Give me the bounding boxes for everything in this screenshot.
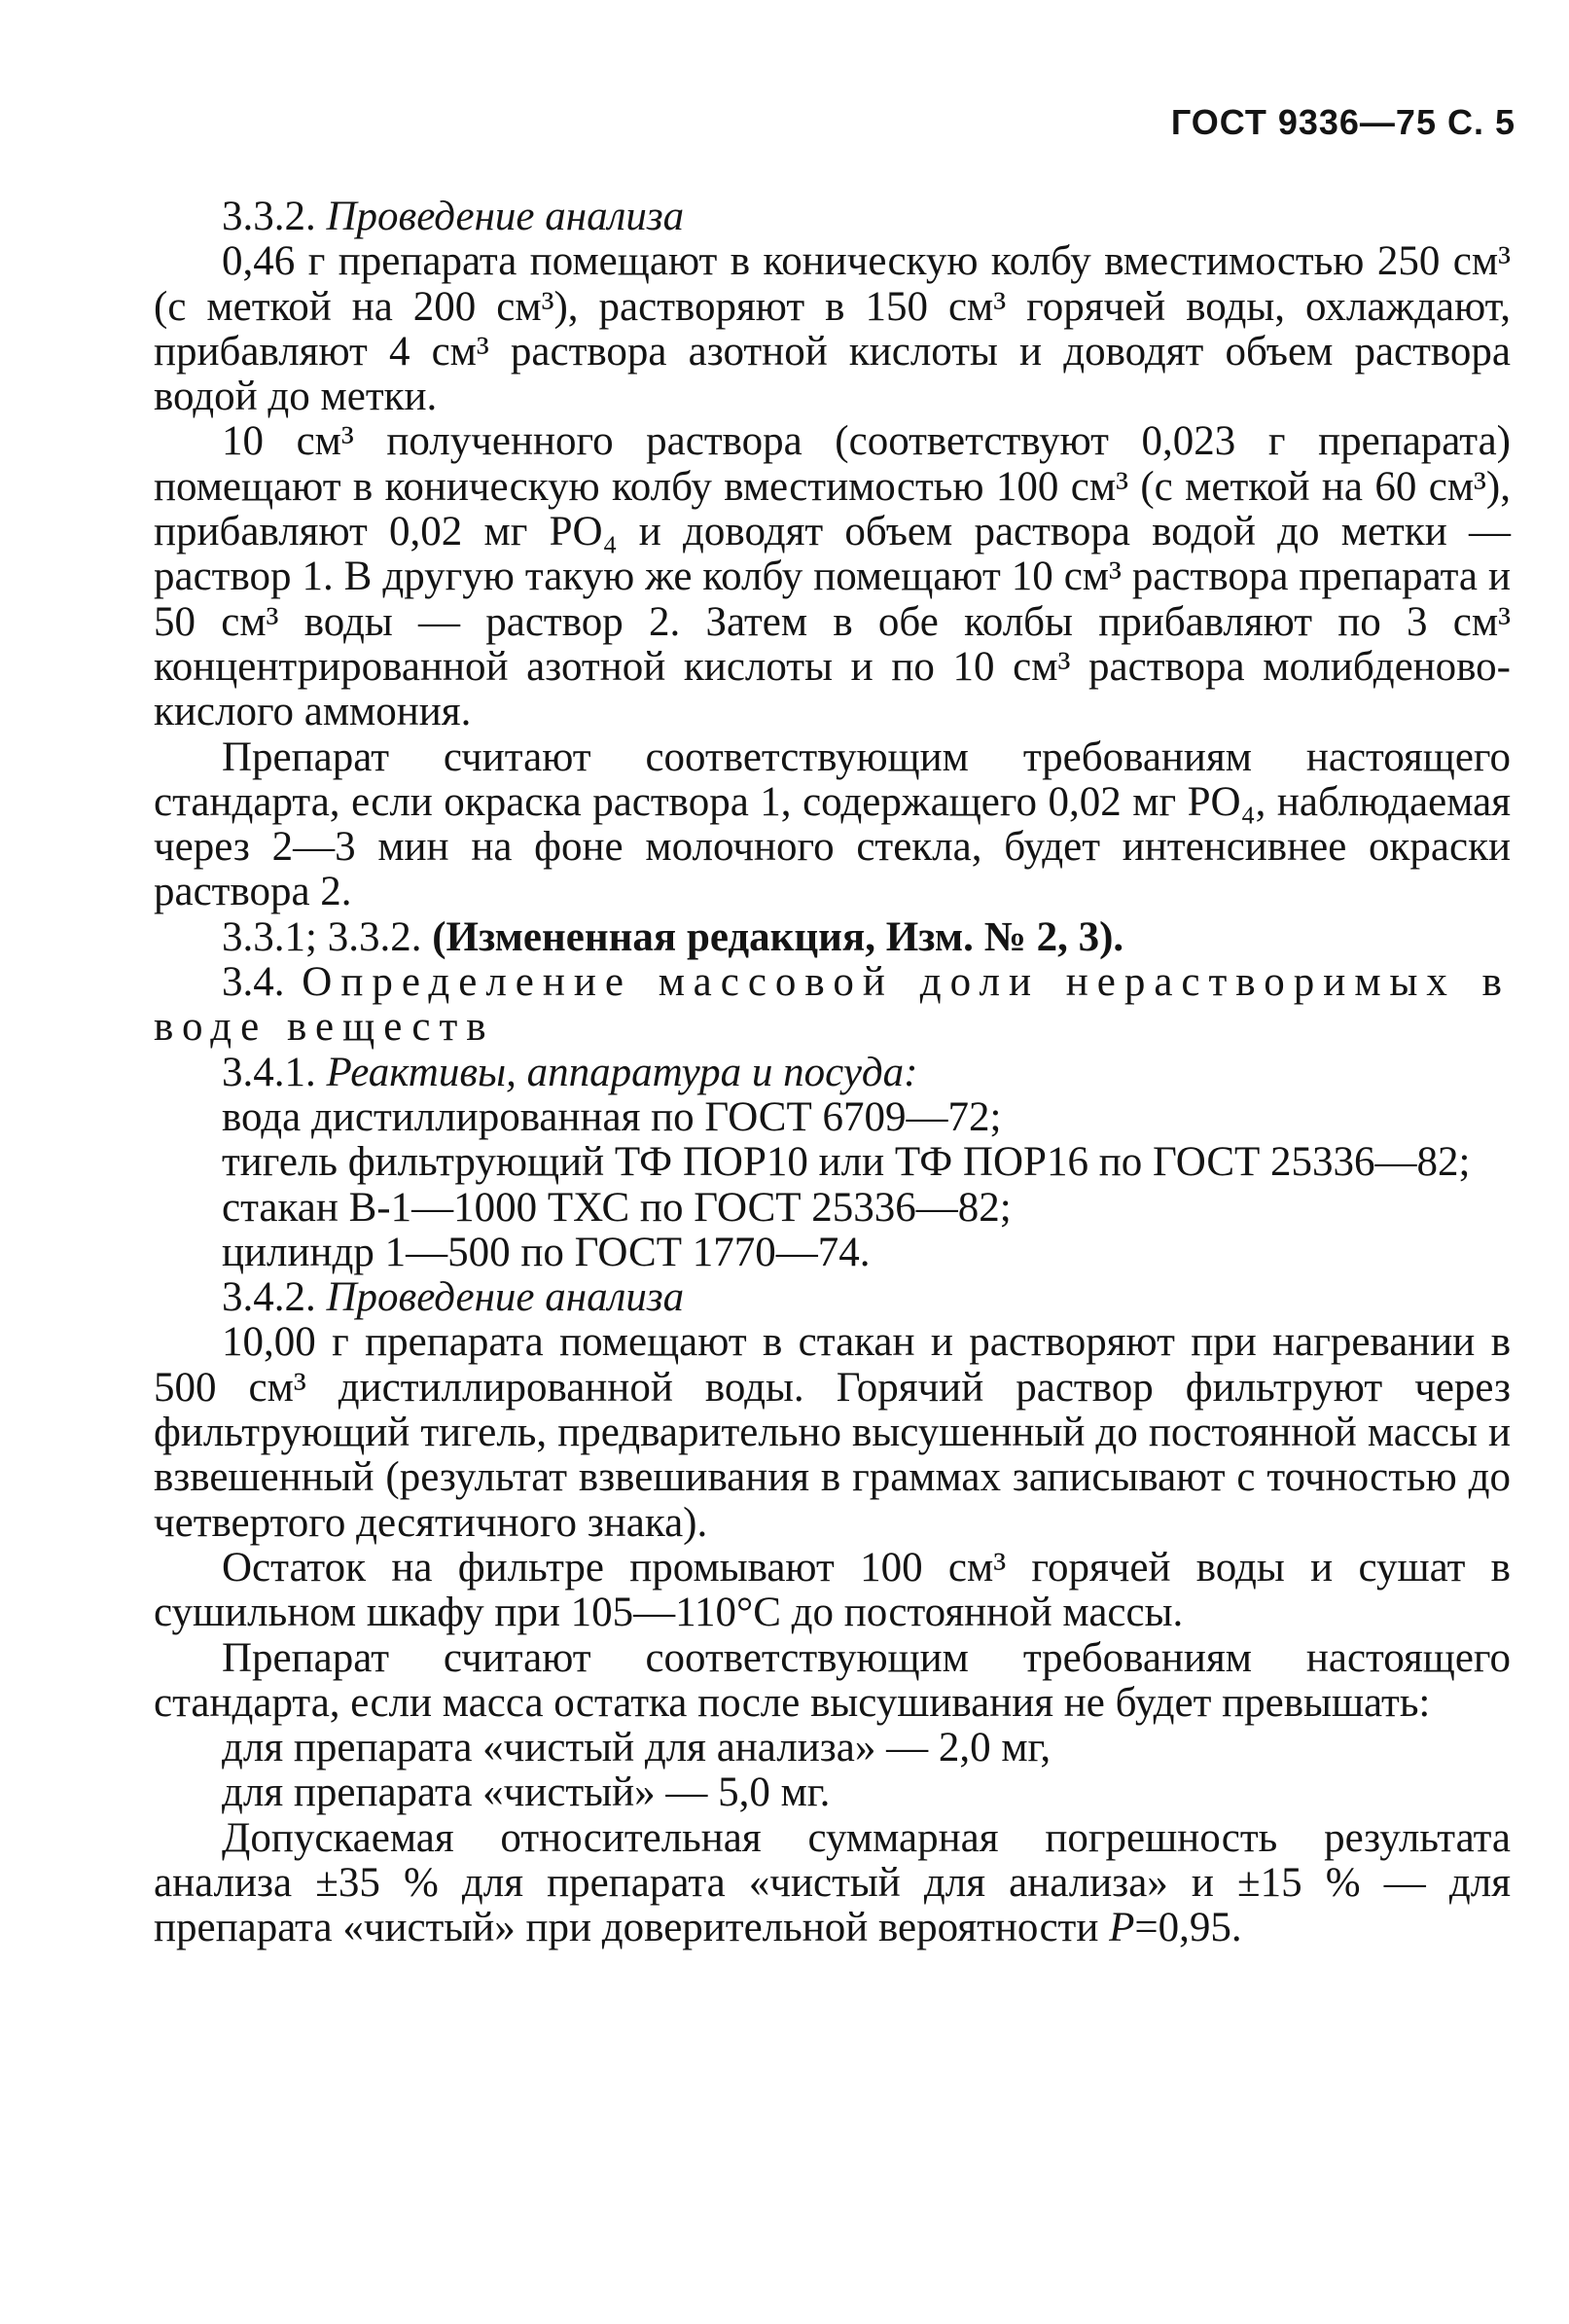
section-3-4-heading: [154, 960, 1511, 1051]
paragraph: 10 см³ полученного раствора (соответствуют 0,023 г препарата) помещают в коническую колбу вместимостью 100 см³ (с меткой на 60 см³), прибавляют 0,02 мг PO₄ и доводят объем раствора водой до метки — раствор 1. В другую такую же колбу помещают 10 см³ раствора препарата и 50 см³ воды — раствор 2. Затем в обе колбы прибавляют по 3 см³ концентрированной азотной кислоты и по 10 см³ раствора молибденово-кислого аммония.: [154, 418, 1511, 735]
edit-note: [154, 915, 1511, 960]
edit-note-text: (Измененная редакция, Изм. № 2, 3).: [432, 913, 1124, 960]
section-number: 3.4.: [222, 959, 303, 1006]
paragraph: [154, 1816, 1511, 1951]
paragraph: Остаток на фильтре промывают 100 см³ горячей воды и сушат в сушильном шкафу при 105—110°С до постоянной массы.: [154, 1544, 1511, 1636]
section-title: Реактивы, аппаратура и посуда:: [326, 1049, 918, 1095]
edit-note-sections: 3.3.1; 3.3.2.: [222, 913, 433, 960]
reagent-item: тигель фильтрующий ТФ ПОР10 или ТФ ПОР16 по ГОСТ 25336—82;: [222, 1139, 1471, 1186]
reagent-item: вода дистиллированная по ГОСТ 6709—72;: [222, 1093, 1002, 1140]
section-3-3-2-heading: [154, 195, 1511, 239]
section-number: 3.4.1.: [222, 1049, 327, 1095]
error-statement: Допускаемая относительная суммарная погрешность результата анализа ±35 % для препарата «чистый для анализа» и ±15 % — для препарата «чистый» при доверительной вероятности: [154, 1814, 1511, 1951]
page-header: ГОСТ 9336—75 С. 5: [1170, 102, 1516, 142]
section-number: 3.3.2.: [222, 194, 316, 239]
reagent-item: цилиндр 1—500 по ГОСТ 1770—74.: [222, 1229, 871, 1275]
section-3-4-1-heading: [154, 1051, 1511, 1095]
section-title: Определение массовой доли нерастворимых в воде веществ: [154, 959, 1511, 1051]
section-number: 3.4.2.: [222, 1274, 327, 1321]
limit-item: для препарата «чистый» — 5,0 мг.: [222, 1770, 831, 1816]
paragraph: 0,46 г препарата помещают в коническую колбу вместимостью 250 см³ (с меткой на 200 см³), растворяют в 150 см³ горячей воды, охлаждают, прибавляют 4 см³ раствора азотной кислоты и доводят объем раствора водой до метки.: [154, 238, 1511, 420]
paragraph: Препарат считают соответствующим требованиям настоящего стандарта, если окраска раствора 1, содержащего 0,02 мг PO₄, наблюдаемая через 2—3 мин на фоне молочного стекла, будет интенсивнее окраски раствора 2.: [154, 733, 1511, 915]
paragraph: 10,00 г препарата помещают в стакан и растворяют при нагревании в 500 см³ дистиллированной воды. Горячий раствор фильтруют через фильтрующий тигель, предварительно высушенный до постоянной массы и взвешенный (результат взвешивания в граммах записывают с точностью до четвертого десятичного знака).: [154, 1319, 1511, 1546]
document-body: [154, 195, 1511, 1951]
section-title: Проведение анализа: [326, 1274, 685, 1321]
limit-item: для препарата «чистый для анализа» — 2,0 мг,: [222, 1725, 1052, 1771]
section-3-4-2-heading: [154, 1275, 1511, 1320]
probability-value: =0,95.: [1134, 1905, 1242, 1951]
reagent-item: стакан В-1—1000 ТХС по ГОСТ 25336—82;: [222, 1184, 1012, 1231]
probability-symbol: P: [1109, 1905, 1135, 1951]
section-title: Проведение анализа: [326, 194, 685, 239]
paragraph: Препарат считают соответствующим требованиям настоящего стандарта, если масса остатка после высушивания не будет превышать:: [154, 1634, 1511, 1726]
